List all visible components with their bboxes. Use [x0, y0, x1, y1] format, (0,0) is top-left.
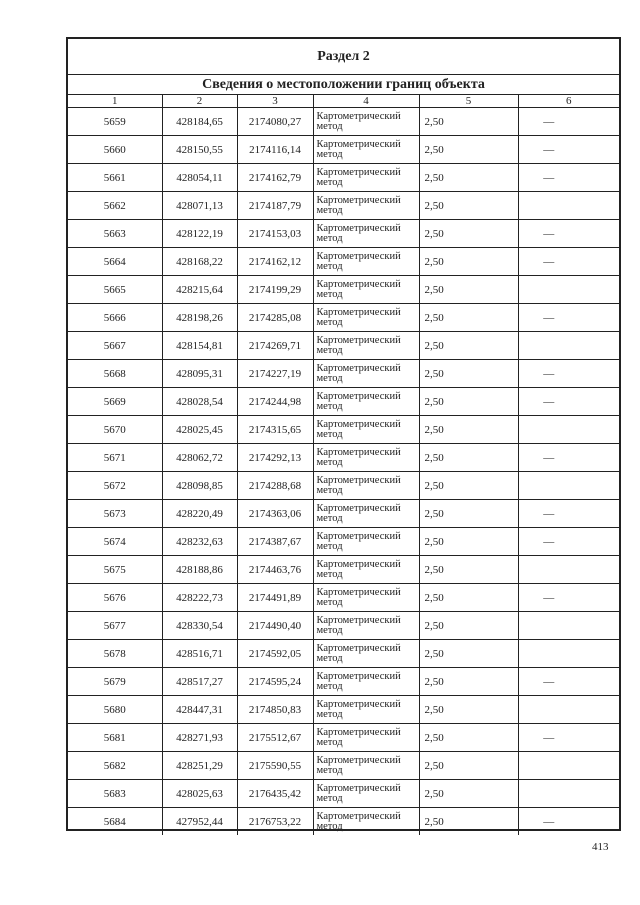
accuracy: 2,50: [419, 136, 518, 164]
table-row: [68, 612, 619, 640]
method-cell: [313, 724, 419, 752]
coord-y: 2174187,79: [237, 192, 313, 220]
coord-x: 428071,13: [162, 192, 237, 220]
method-line-1: Картометрический: [316, 222, 401, 234]
coord-x: 428330,54: [162, 612, 237, 640]
coord-y: 2174463,76: [237, 556, 313, 584]
point-number: 5668: [68, 360, 162, 388]
point-number: 5677: [68, 612, 162, 640]
point-description: [518, 276, 619, 304]
method-line-1: Картометрический: [316, 726, 401, 738]
method-cell: [313, 500, 419, 528]
method-cell: [313, 780, 419, 808]
method-line-2: метод: [316, 120, 343, 132]
coord-y: 2174244,98: [237, 388, 313, 416]
point-number: 5664: [68, 248, 162, 276]
method-line-2: метод: [316, 204, 343, 216]
method-line-1: Картометрический: [316, 502, 401, 514]
method-cell: [313, 584, 419, 612]
method-line-2: метод: [316, 316, 343, 328]
method-cell: [313, 528, 419, 556]
method-line-2: метод: [316, 400, 343, 412]
coord-x: 428517,27: [162, 668, 237, 696]
coord-x: 428198,26: [162, 304, 237, 332]
point-description: —: [518, 500, 619, 528]
coord-x: 428062,72: [162, 444, 237, 472]
method-cell: [313, 808, 419, 836]
accuracy: 2,50: [419, 304, 518, 332]
coord-y: 2176753,22: [237, 808, 313, 836]
coord-x: 428271,93: [162, 724, 237, 752]
point-description: —: [518, 360, 619, 388]
method-line-2: метод: [316, 764, 343, 776]
method-line-2: метод: [316, 680, 343, 692]
method-line-1: Картометрический: [316, 614, 401, 626]
method-line-1: Картометрический: [316, 362, 401, 374]
accuracy: 2,50: [419, 584, 518, 612]
method-cell: [313, 304, 419, 332]
point-number: 5678: [68, 640, 162, 668]
accuracy: 2,50: [419, 472, 518, 500]
method-cell: [313, 164, 419, 192]
point-number: 5662: [68, 192, 162, 220]
coord-y: 2174315,65: [237, 416, 313, 444]
accuracy: 2,50: [419, 220, 518, 248]
point-number: 5683: [68, 780, 162, 808]
point-description: [518, 192, 619, 220]
point-number: 5684: [68, 808, 162, 836]
table-row: [68, 108, 619, 136]
point-description: —: [518, 304, 619, 332]
coord-y: 2174162,79: [237, 164, 313, 192]
method-line-1: Картометрический: [316, 558, 401, 570]
coord-x: 428232,63: [162, 528, 237, 556]
coord-x: 428054,11: [162, 164, 237, 192]
method-cell: [313, 752, 419, 780]
point-description: —: [518, 528, 619, 556]
coord-x: 428025,63: [162, 780, 237, 808]
coord-y: 2174288,68: [237, 472, 313, 500]
column-header-5: 5: [419, 95, 518, 108]
coord-y: 2174595,24: [237, 668, 313, 696]
method-line-1: Картометрический: [316, 166, 401, 178]
point-description: [518, 416, 619, 444]
accuracy: 2,50: [419, 192, 518, 220]
point-number: 5675: [68, 556, 162, 584]
accuracy: 2,50: [419, 444, 518, 472]
coord-y: 2174162,12: [237, 248, 313, 276]
method-cell: [313, 416, 419, 444]
coord-y: 2174363,06: [237, 500, 313, 528]
method-line-2: метод: [316, 148, 343, 160]
point-description: [518, 556, 619, 584]
table-row: [68, 780, 619, 808]
table-row: [68, 304, 619, 332]
coord-y: 2176435,42: [237, 780, 313, 808]
accuracy: 2,50: [419, 724, 518, 752]
accuracy: 2,50: [419, 500, 518, 528]
method-line-2: метод: [316, 540, 343, 552]
table-row: [68, 556, 619, 584]
accuracy: 2,50: [419, 556, 518, 584]
point-number: 5682: [68, 752, 162, 780]
method-cell: [313, 668, 419, 696]
method-cell: [313, 472, 419, 500]
method-cell: [313, 444, 419, 472]
column-header-2: 2: [162, 95, 237, 108]
coord-x: 428154,81: [162, 332, 237, 360]
table-row: [68, 192, 619, 220]
accuracy: 2,50: [419, 696, 518, 724]
point-description: [518, 696, 619, 724]
coord-y: 2174592,05: [237, 640, 313, 668]
method-cell: [313, 248, 419, 276]
table-row: [68, 696, 619, 724]
accuracy: 2,50: [419, 276, 518, 304]
point-number: 5663: [68, 220, 162, 248]
coord-x: 428028,54: [162, 388, 237, 416]
coord-y: 2174850,83: [237, 696, 313, 724]
table-row: [68, 640, 619, 668]
accuracy: 2,50: [419, 108, 518, 136]
method-line-2: метод: [316, 596, 343, 608]
table-row: [68, 724, 619, 752]
coord-x: 428098,85: [162, 472, 237, 500]
accuracy: 2,50: [419, 752, 518, 780]
column-header-1: 1: [68, 95, 162, 108]
method-cell: [313, 276, 419, 304]
coord-x: 428168,22: [162, 248, 237, 276]
point-description: [518, 332, 619, 360]
method-cell: [313, 136, 419, 164]
method-line-1: Картометрический: [316, 586, 401, 598]
method-line-2: метод: [316, 288, 343, 300]
coord-x: 428215,64: [162, 276, 237, 304]
method-line-1: Картометрический: [316, 306, 401, 318]
method-line-2: метод: [316, 652, 343, 664]
method-line-2: метод: [316, 484, 343, 496]
column-header-4: 4: [313, 95, 419, 108]
table-row: [68, 584, 619, 612]
method-line-1: Картометрический: [316, 782, 401, 794]
coord-y: 2174285,08: [237, 304, 313, 332]
boundary-table: [68, 95, 619, 835]
coord-x: 428025,45: [162, 416, 237, 444]
accuracy: 2,50: [419, 388, 518, 416]
method-line-2: метод: [316, 428, 343, 440]
table-row: [68, 416, 619, 444]
method-line-2: метод: [316, 176, 343, 188]
coord-y: 2174269,71: [237, 332, 313, 360]
point-number: 5676: [68, 584, 162, 612]
accuracy: 2,50: [419, 164, 518, 192]
method-line-2: метод: [316, 344, 343, 356]
point-number: 5665: [68, 276, 162, 304]
column-header-3: 3: [237, 95, 313, 108]
method-line-1: Картометрический: [316, 698, 401, 710]
table-row: [68, 164, 619, 192]
point-description: [518, 472, 619, 500]
method-line-1: Картометрический: [316, 474, 401, 486]
point-number: 5667: [68, 332, 162, 360]
table-row: [68, 388, 619, 416]
table-row: [68, 136, 619, 164]
table-row: [68, 500, 619, 528]
coord-x: 428516,71: [162, 640, 237, 668]
section-title: Раздел 2: [68, 39, 619, 75]
method-cell: [313, 192, 419, 220]
coord-y: 2174227,19: [237, 360, 313, 388]
point-number: 5673: [68, 500, 162, 528]
method-line-1: Картометрический: [316, 754, 401, 766]
method-line-1: Картометрический: [316, 250, 401, 262]
table-row: [68, 752, 619, 780]
point-number: 5670: [68, 416, 162, 444]
method-line-1: Картометрический: [316, 810, 401, 822]
method-cell: [313, 612, 419, 640]
coord-y: 2175590,55: [237, 752, 313, 780]
section-subtitle: Сведения о местоположении границ объекта: [68, 75, 619, 95]
point-description: [518, 640, 619, 668]
method-line-1: Картометрический: [316, 194, 401, 206]
accuracy: 2,50: [419, 640, 518, 668]
table-body: [68, 108, 619, 836]
coord-y: 2174292,13: [237, 444, 313, 472]
method-cell: [313, 388, 419, 416]
point-description: [518, 612, 619, 640]
point-number: 5672: [68, 472, 162, 500]
method-line-1: Картометрический: [316, 390, 401, 402]
point-description: —: [518, 108, 619, 136]
method-line-2: метод: [316, 624, 343, 636]
coord-x: 428251,29: [162, 752, 237, 780]
method-cell: [313, 332, 419, 360]
table-row: [68, 444, 619, 472]
point-number: 5660: [68, 136, 162, 164]
table-row: [68, 668, 619, 696]
table-row: [68, 248, 619, 276]
coord-y: 2174080,27: [237, 108, 313, 136]
method-line-1: Картометрический: [316, 670, 401, 682]
point-description: —: [518, 724, 619, 752]
table-row: [68, 276, 619, 304]
point-description: —: [518, 248, 619, 276]
coord-x: 428122,19: [162, 220, 237, 248]
point-description: —: [518, 388, 619, 416]
method-line-2: метод: [316, 372, 343, 384]
table-row: [68, 528, 619, 556]
method-line-2: метод: [316, 736, 343, 748]
point-number: 5679: [68, 668, 162, 696]
table-row: [68, 332, 619, 360]
point-description: —: [518, 444, 619, 472]
accuracy: 2,50: [419, 416, 518, 444]
point-number: 5659: [68, 108, 162, 136]
coord-y: 2174153,03: [237, 220, 313, 248]
method-line-2: метод: [316, 232, 343, 244]
accuracy: 2,50: [419, 780, 518, 808]
point-number: 5680: [68, 696, 162, 724]
point-number: 5671: [68, 444, 162, 472]
method-line-2: метод: [316, 708, 343, 720]
method-cell: [313, 640, 419, 668]
point-description: —: [518, 808, 619, 836]
method-line-1: Картометрический: [316, 446, 401, 458]
method-line-1: Картометрический: [316, 138, 401, 150]
coord-x: 428222,73: [162, 584, 237, 612]
coord-x: 428188,86: [162, 556, 237, 584]
accuracy: 2,50: [419, 612, 518, 640]
coord-x: 428095,31: [162, 360, 237, 388]
method-line-1: Картометрический: [316, 110, 401, 122]
method-line-2: метод: [316, 792, 343, 804]
table-row: [68, 220, 619, 248]
method-line-1: Картометрический: [316, 642, 401, 654]
method-line-1: Картометрический: [316, 278, 401, 290]
method-cell: [313, 220, 419, 248]
point-number: 5661: [68, 164, 162, 192]
method-line-2: метод: [316, 820, 343, 832]
method-line-1: Картометрический: [316, 334, 401, 346]
method-line-1: Картометрический: [316, 530, 401, 542]
coord-y: 2174116,14: [237, 136, 313, 164]
method-cell: [313, 556, 419, 584]
document-frame: [66, 37, 621, 831]
method-line-2: метод: [316, 568, 343, 580]
method-line-2: метод: [316, 456, 343, 468]
point-description: —: [518, 164, 619, 192]
point-description: [518, 780, 619, 808]
coord-y: 2174491,89: [237, 584, 313, 612]
coord-x: 428447,31: [162, 696, 237, 724]
coord-y: 2174490,40: [237, 612, 313, 640]
method-cell: [313, 360, 419, 388]
point-description: —: [518, 584, 619, 612]
coord-x: 427952,44: [162, 808, 237, 836]
accuracy: 2,50: [419, 528, 518, 556]
accuracy: 2,50: [419, 248, 518, 276]
point-number: 5669: [68, 388, 162, 416]
accuracy: 2,50: [419, 332, 518, 360]
point-number: 5674: [68, 528, 162, 556]
header-row: [68, 95, 619, 108]
method-line-2: метод: [316, 260, 343, 272]
table-row: [68, 360, 619, 388]
coord-y: 2174199,29: [237, 276, 313, 304]
point-description: —: [518, 668, 619, 696]
accuracy: 2,50: [419, 808, 518, 836]
coord-x: 428184,65: [162, 108, 237, 136]
coord-y: 2175512,67: [237, 724, 313, 752]
point-number: 5681: [68, 724, 162, 752]
method-line-1: Картометрический: [316, 418, 401, 430]
method-cell: [313, 696, 419, 724]
point-description: —: [518, 136, 619, 164]
accuracy: 2,50: [419, 360, 518, 388]
point-number: 5666: [68, 304, 162, 332]
method-line-2: метод: [316, 512, 343, 524]
point-description: —: [518, 220, 619, 248]
accuracy: 2,50: [419, 668, 518, 696]
coord-x: 428220,49: [162, 500, 237, 528]
page-number: 413: [592, 841, 609, 853]
method-cell: [313, 108, 419, 136]
table-row: [68, 472, 619, 500]
column-header-6: 6: [518, 95, 619, 108]
point-description: [518, 752, 619, 780]
coord-y: 2174387,67: [237, 528, 313, 556]
table-row: [68, 808, 619, 836]
coord-x: 428150,55: [162, 136, 237, 164]
